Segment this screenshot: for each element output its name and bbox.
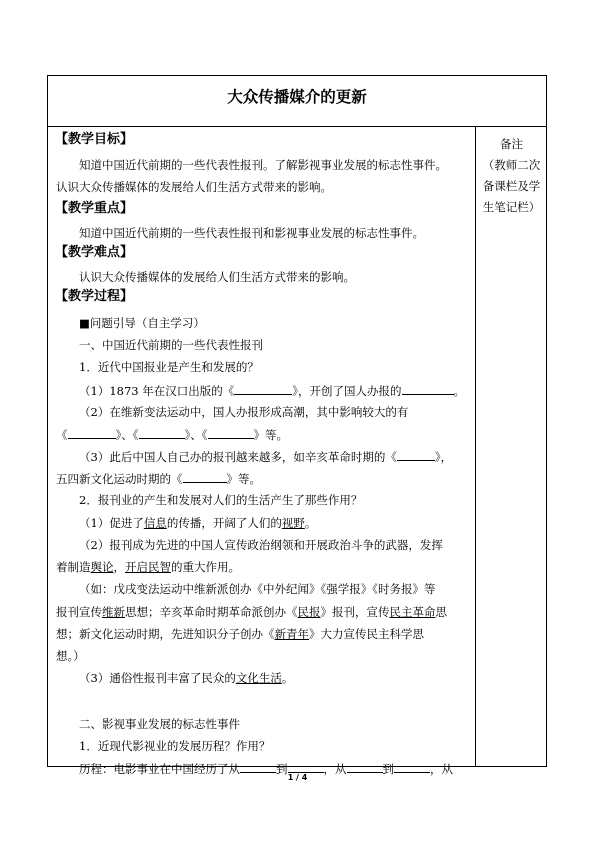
- column-divider: [475, 126, 476, 767]
- paragraph: 认识大众传播媒体的发展给人们生活方式带来的影响。: [79, 270, 355, 284]
- answer-blank[interactable]: [68, 427, 116, 439]
- answer-line: （1）促进了信息的传播，开阔了人们的视野。: [79, 516, 317, 530]
- fill-line: 五四新文化运动时期的《 》等。: [56, 472, 261, 486]
- question: 1．近现代影视业的发展历程？作用？: [79, 739, 271, 753]
- question: 1．近代中国报业是产生和发展的？: [79, 360, 259, 374]
- answer-blank[interactable]: [208, 427, 254, 439]
- answer-line: 着制造舆论，开启民智的重大作用。: [56, 560, 240, 574]
- heading-process: 【教学过程】: [55, 289, 134, 304]
- paragraph: 知道中国近代前期的一些代表性报刊和影视事业发展的标志性事件。: [79, 226, 424, 240]
- title-row: [48, 76, 546, 127]
- answer-blank[interactable]: [347, 761, 383, 773]
- fill-line: （2）在维新变法运动中，国人办报形成高潮，其中影响较大的有: [79, 405, 409, 419]
- heading-text: 【教学目标】: [55, 132, 134, 147]
- page-number: 1 / 4: [287, 773, 308, 782]
- paragraph: 认识大众传播媒体的发展给人们生活方式带来的影响。: [56, 180, 332, 194]
- example-line: 想。）: [56, 649, 85, 663]
- underlined-term: 民主革命: [389, 605, 436, 619]
- underlined-term: 维新: [102, 605, 125, 619]
- answer-line: （3）通俗性报刊丰富了民众的文化生活。: [79, 671, 294, 685]
- notes-column: [476, 134, 547, 218]
- underlined-term: 舆论: [90, 560, 114, 574]
- underlined-term: 文化生活: [235, 671, 282, 685]
- notes-line: 备注: [500, 137, 523, 151]
- underlined-term: 开启民智: [125, 560, 171, 574]
- answer-line: （2）报刊成为先进的中国人宣传政治纲领和开展政治斗争的武器，发挥: [79, 538, 443, 552]
- heading-difficulties: 【教学难点】: [55, 245, 134, 260]
- example-line: （如：戊戌变法运动中维新派创办《中外纪闻》《强学报》《时务报》等: [79, 582, 436, 596]
- answer-blank[interactable]: [139, 427, 185, 439]
- fill-line: 历程：电影事业在中国经历了从 到 ，从 到 ，从: [79, 762, 453, 776]
- underlined-term: 视野: [281, 516, 305, 530]
- example-line: 报刊宣传维新思想；辛亥革命时期革命派创办《民报》报刊，宣传民主革命思: [56, 605, 447, 619]
- answer-blank[interactable]: [397, 449, 435, 461]
- answer-blank[interactable]: [240, 761, 276, 773]
- lesson-plan-table: [47, 75, 547, 776]
- content-column: [48, 126, 475, 776]
- answer-blank[interactable]: [183, 471, 227, 483]
- notes-line: 生笔记栏）: [482, 200, 541, 214]
- answer-blank[interactable]: [394, 761, 430, 773]
- answer-blank[interactable]: [288, 761, 324, 773]
- example-line: 想；新文化运动时期，先进知识分子创办《新青年》大力宣传民主科学思: [56, 627, 424, 641]
- fill-line: 《 》、《 》、《 》等。: [56, 428, 288, 442]
- answer-blank[interactable]: [402, 383, 454, 395]
- heading-key-points: 【教学重点】: [55, 201, 134, 216]
- subsection-title: 二、影视事业发展的标志性事件: [79, 717, 240, 731]
- fill-line: （1）1873 年在汉口出版的《 》，开创了国人办报的 。: [79, 384, 465, 398]
- underlined-term: 新青年: [274, 627, 309, 641]
- page-title: 大众传播媒介的更新: [227, 88, 367, 106]
- question: 2．报刊业的产生和发展对人们的生活产生了那些作用？: [79, 493, 363, 507]
- underlined-term: 信息: [143, 516, 167, 530]
- fill-line: （3）此后中国人自己办的报刊越来越多，如辛亥革命时期的《 》，: [79, 450, 453, 464]
- notes-line: 备课栏及学: [482, 179, 541, 193]
- paragraph: 知道中国近代前期的一些代表性报刊。了解影视事业发展的标志性事件。: [79, 158, 447, 172]
- notes-line: （教师二次: [482, 158, 541, 172]
- heading-objectives: [55, 133, 133, 147]
- answer-blank[interactable]: [234, 383, 292, 395]
- guide-label: ■问题引导（自主学习）: [79, 316, 205, 330]
- subsection-title: 一、中国近代前期的一些代表性报刊: [79, 338, 263, 352]
- underlined-term: 民报: [297, 605, 321, 619]
